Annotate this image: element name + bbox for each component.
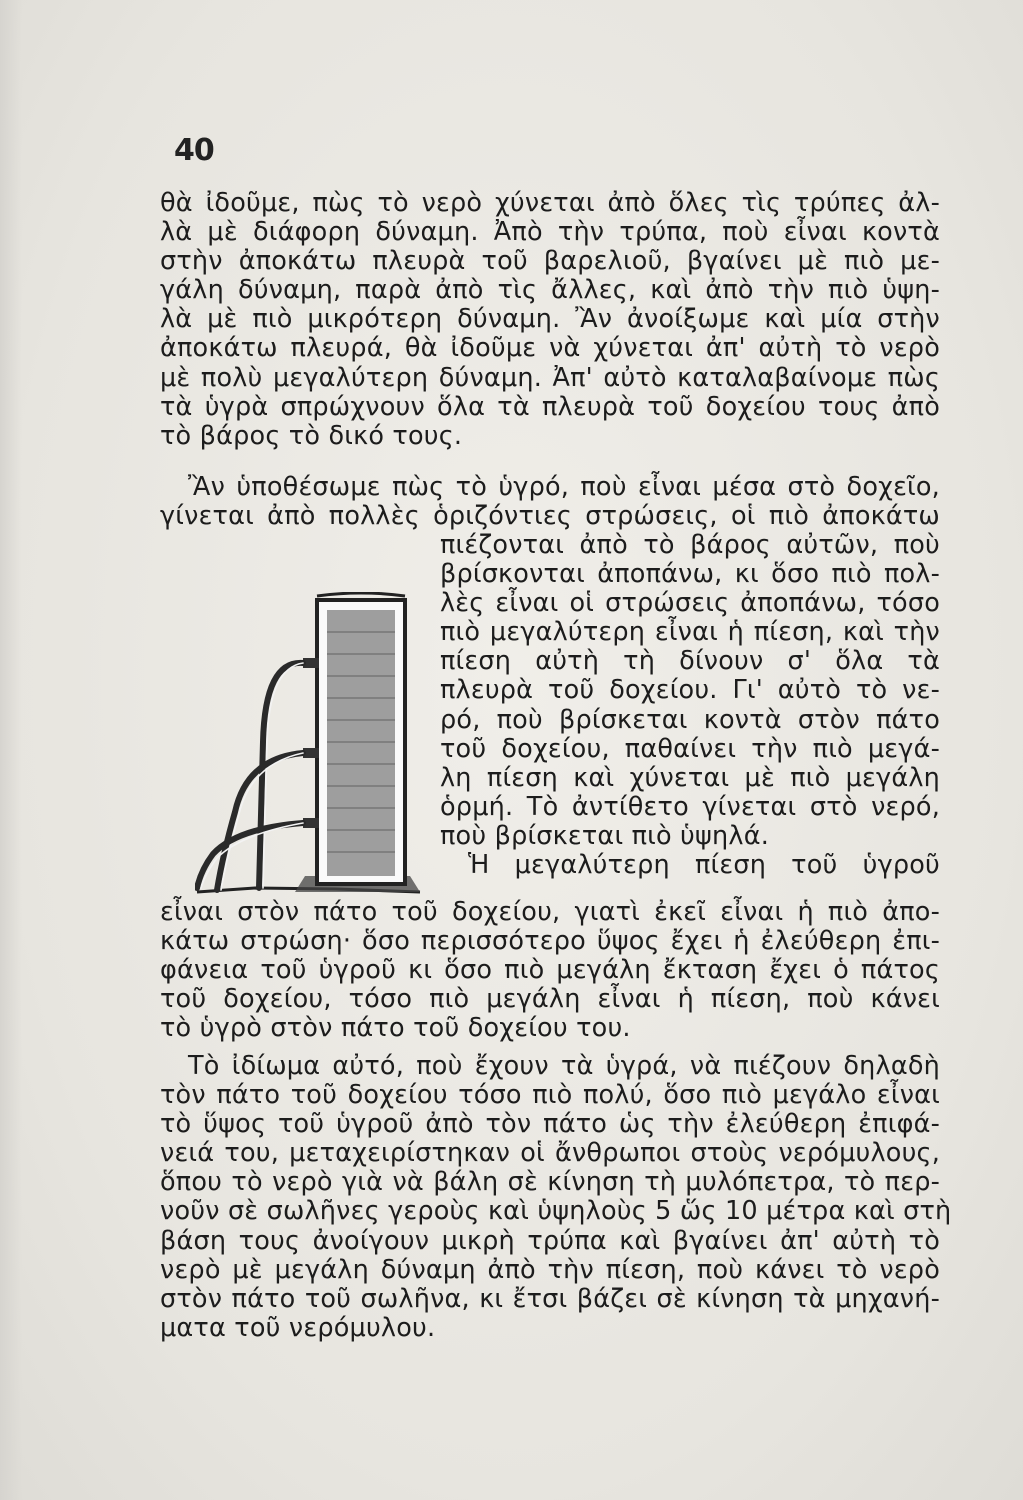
text-line: τοῦ δοχείου, τόσο πιὸ μεγάλη εἶναι ἡ πίεση, ποὺ κάνει (160, 984, 940, 1015)
text-line: λὰ μὲ πιὸ μικρότερη δύναμη. Ἂν ἀνοίξωμε καὶ μία στὴν (160, 304, 940, 335)
text-line: πίεση αὐτὴ τὴ δίνουν σ' ὅλα τὰ (440, 646, 940, 677)
text-line: πιὸ μεγαλύτερη εἶναι ἡ πίεση, καὶ τὴν (440, 617, 940, 648)
vessel-illustration (195, 592, 430, 897)
text-line: γίνεται ἀπὸ πολλὲς ὁριζόντιες στρώσεις, οἱ πιὸ ἀποκάτω (160, 501, 940, 532)
text-line: νειά του, μεταχειρίστηκαν οἱ ἄνθρωποι στοὺς νερόμυλους, (160, 1138, 940, 1169)
text-line: Ἂν ὑποθέσωμε πὼς τὸ ὑγρό, ποὺ εἶναι μέσα στὸ δοχεῖο, (188, 472, 940, 502)
paragraph-2-beside-figure (440, 531, 940, 880)
text-line: τὸ ὑγρὸ στὸν πάτο τοῦ δοχείου του. (160, 1013, 631, 1044)
text-line: νερὸ μὲ μεγάλη δύναμη ἀπὸ τὴν πίεση, ποὺ κάνει τὸ νερὸ (160, 1254, 940, 1285)
text-line: νοῦν σὲ σωλῆνες γεροὺς καὶ ὑψηλοὺς 5 ὥς 10 μέτρα καὶ στὴ (160, 1196, 952, 1227)
text-line: ρό, ποὺ βρίσκεται κοντὰ στὸν πάτο (440, 704, 940, 735)
text-line: εἶναι στὸν πάτο τοῦ δοχείου, γιατὶ ἐκεῖ εἶναι ἡ πιὸ ἀπο- (160, 897, 940, 927)
text-line: τοῦ δοχείου, παθαίνει τὴν πιὸ μεγά- (440, 733, 940, 764)
text-line: ποὺ βρίσκεται πιὸ ὑψηλά. (440, 820, 770, 851)
text-line: τὰ ὑγρὰ σπρώχνουν ὅλα τὰ πλευρὰ τοῦ δοχείου τους ἀπὸ (160, 391, 940, 422)
text-line: λὲς εἶναι οἱ στρώσεις ἀποπάνω, τόσο (440, 588, 940, 619)
vessel-water-jets-figure (195, 592, 430, 897)
text-line: θὰ ἰδοῦμε, πὼς τὸ νερὸ χύνεται ἀπὸ ὅλες τὶς τρύπες ἀλ- (160, 188, 940, 218)
paragraph-1 (160, 189, 940, 451)
text-line: ἀποκάτω πλευρά, θὰ ἰδοῦμε νὰ χύνεται ἀπ' αὐτὴ τὸ νερὸ (160, 333, 940, 364)
text-line: στὸν πάτο τοῦ σωλῆνα, κι ἔτσι βάζει σὲ κίνηση τὰ μηχανή- (160, 1283, 940, 1314)
text-line: μὲ πολὺ μεγαλύτερη δύναμη. Ἀπ' αὐτὸ καταλαβαίνομε πὼς (160, 362, 940, 393)
text-line: τὸ ὕψος τοῦ ὑγροῦ ἀπὸ τὸν πάτο ὡς τὴν ἐλεύθερη ἐπιφά- (160, 1109, 940, 1140)
text-line: ὁρμή. Τὸ ἀντίθετο γίνεται στὸ νερό, (440, 791, 940, 822)
paragraph-3 (160, 898, 940, 1043)
page-fold-shadow (0, 0, 22, 1500)
paragraph-4 (160, 1051, 952, 1343)
paragraph-2-full-width (160, 473, 940, 531)
text-line: ὅπου τὸ νερὸ γιὰ νὰ βάλη σὲ κίνηση τὴ μυλόπετρα, τὸ περ- (160, 1167, 940, 1198)
text-line: Τὸ ἰδίωμα αὐτό, ποὺ ἔχουν τὰ ὑγρά, νὰ πιέζουν δηλαδὴ (188, 1051, 940, 1081)
text-line: φάνεια τοῦ ὑγροῦ κι ὅσο πιὸ μεγάλη ἔκταση ἔχει ὁ πάτος (160, 955, 940, 986)
text-line: τὸν πάτο τοῦ δοχείου τόσο πιὸ πολύ, ὅσο πιὸ μεγάλο εἶναι (160, 1080, 940, 1111)
text-line: πιέζονται ἀπὸ τὸ βάρος αὐτῶν, ποὺ (440, 530, 940, 560)
text-line: ματα τοῦ νερόμυλου. (160, 1312, 436, 1343)
text-line: βάση τους ἀνοίγουν μικρὴ τρύπα καὶ βγαίνει ἀπ' αὐτὴ τὸ (160, 1225, 940, 1256)
text-line: κάτω στρώση· ὅσο περισσότερο ὕψος ἔχει ἡ ἐλεύθερη ἐπι- (160, 926, 940, 957)
page-number: 40 (174, 133, 214, 168)
text-line: στὴν ἀποκάτω πλευρὰ τοῦ βαρελιοῦ, βγαίνει μὲ πιὸ με- (160, 246, 940, 277)
text-line: πλευρὰ τοῦ δοχείου. Γι' αὐτὸ τὸ νε- (440, 675, 940, 706)
text-line: γάλη δύναμη, παρὰ ἀπὸ τὶς ἄλλες, καὶ ἀπὸ τὴν πιὸ ὑψη- (160, 275, 940, 306)
text-line: βρίσκονται ἀποπάνω, κι ὅσο πιὸ πολ- (440, 559, 940, 590)
text-line: Ἡ μεγαλύτερη πίεση τοῦ ὑγροῦ (468, 850, 940, 881)
text-line: λὰ μὲ διάφορη δύναμη. Ἀπὸ τὴν τρύπα, ποὺ εἶναι κοντὰ (160, 217, 940, 248)
text-line: τὸ βάρος τὸ δικό τους. (160, 420, 463, 451)
text-line: λη πίεση καὶ χύνεται μὲ πιὸ μεγάλη (440, 762, 940, 793)
